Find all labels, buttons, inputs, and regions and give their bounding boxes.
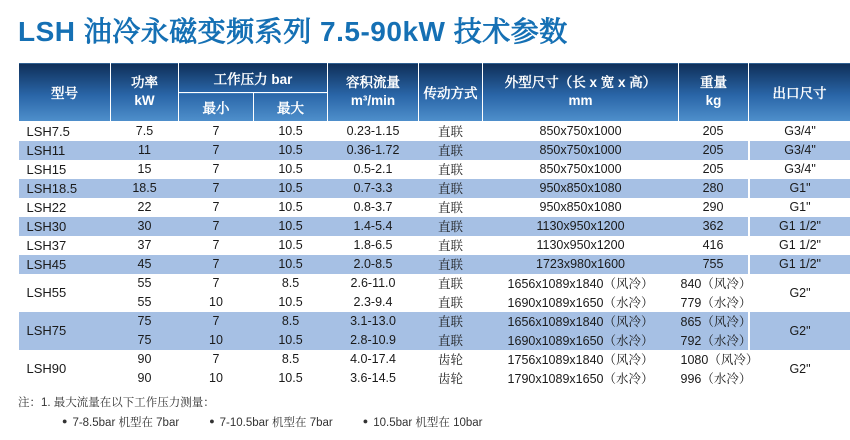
cell-power: 11: [111, 141, 179, 160]
cell-pressure-max: 10.5: [278, 371, 303, 385]
cell-pressure-min: 7: [212, 124, 220, 139]
cell-pressure-max: 10.5: [254, 331, 328, 350]
cell-flow: 2.0-8.5: [328, 255, 419, 274]
cell-dimensions: 1130x950x1200: [536, 238, 625, 252]
table-row: [19, 122, 850, 141]
cell-dimensions: 1690x1089x1650（水冷）: [483, 331, 679, 350]
cell-outlet: G1 1/2": [749, 255, 850, 274]
table-row: [19, 179, 850, 198]
col-header-drive: 传动方式: [419, 63, 483, 122]
cell-flow: 0.7-3.3: [328, 179, 419, 198]
cell-model: LSH7.5: [26, 123, 70, 139]
cell-pressure-max: 8.5: [281, 276, 300, 290]
cell-power: 15: [137, 162, 152, 176]
cell-model: LSH18.5: [19, 179, 111, 198]
cell-flow: 0.8-3.7: [353, 200, 393, 214]
cell-dimensions: 850x750x1000: [539, 162, 622, 176]
table-row: [19, 312, 850, 331]
cell-drive: 直联: [438, 125, 464, 140]
cell-flow: 4.0-17.4: [350, 352, 396, 366]
cell-flow: 0.5-2.1: [353, 162, 393, 176]
cell-pressure-max: 10.5: [278, 200, 303, 214]
cell-power: 55: [137, 276, 152, 290]
cell-dimensions: 1790x1089x1650（水冷）: [507, 372, 654, 386]
cell-model: LSH45: [19, 255, 111, 274]
cell-pressure-max: 10.5: [254, 141, 328, 160]
cell-drive: 直联: [438, 277, 464, 291]
cell-weight: 416: [702, 238, 724, 252]
cell-pressure-min: 7: [179, 179, 254, 198]
cell-pressure-min: 7: [179, 141, 254, 160]
col-header-pressure: 工作压力 bar: [179, 63, 328, 93]
bullet-icon: ●: [62, 416, 68, 426]
cell-power: 37: [137, 238, 152, 252]
col-header-weight: [679, 63, 749, 122]
note-text: 注：1. 最大流量在以下工作压力测量：: [18, 396, 215, 409]
col-header-power-line2: kW: [134, 93, 155, 108]
col-header-weight-line2: kg: [705, 93, 722, 108]
cell-outlet: G1 1/2": [749, 236, 850, 255]
cell-power: 7.5: [135, 124, 154, 139]
cell-flow: 3.1-13.0: [328, 312, 419, 331]
cell-pressure-min: 7: [179, 217, 254, 236]
cell-model: LSH90: [26, 361, 67, 376]
table-row: [19, 293, 850, 312]
cell-weight: 205: [702, 124, 724, 139]
cell-flow: 3.6-14.5: [350, 371, 396, 385]
cell-pressure-min: 7: [179, 312, 254, 331]
cell-model: LSH15: [26, 161, 67, 177]
col-header-outlet: 出口尺寸: [749, 63, 850, 122]
cell-model: LSH11: [19, 141, 111, 160]
note-bullet-item: [62, 414, 179, 430]
cell-pressure-min: 7: [179, 255, 254, 274]
bullet-icon: ●: [209, 416, 215, 426]
spec-table: [18, 62, 850, 388]
cell-power: 90: [137, 352, 152, 366]
cell-weight: 840（风冷）: [680, 277, 752, 291]
cell-pressure-max: 8.5: [254, 312, 328, 331]
table-row: [19, 274, 850, 293]
cell-power: 75: [111, 331, 179, 350]
cell-pressure-min: 7: [212, 276, 220, 290]
cell-power: 75: [111, 312, 179, 331]
cell-drive: 直联: [419, 179, 483, 198]
table-row: [19, 331, 850, 350]
cell-drive: 直联: [419, 331, 483, 350]
cell-outlet: G1 1/2": [749, 217, 850, 236]
col-header-flow-line1: 容积流量: [346, 75, 401, 91]
table-header: [19, 63, 850, 122]
cell-pressure-max: 10.5: [278, 295, 303, 309]
table-row: [19, 350, 850, 369]
cell-drive: 直联: [419, 217, 483, 236]
cell-model: LSH22: [26, 199, 67, 215]
cell-pressure-min: 7: [212, 162, 220, 176]
cell-model: LSH30: [19, 217, 111, 236]
cell-drive: 直联: [438, 163, 464, 177]
cell-model: LSH75: [19, 312, 111, 350]
table-row: [19, 141, 850, 160]
table-row: [19, 236, 850, 255]
cell-weight: 996（水冷）: [680, 372, 752, 386]
cell-pressure-max: 10.5: [278, 124, 303, 139]
cell-pressure-max: 10.5: [278, 162, 303, 176]
note-bullets: [62, 414, 850, 430]
table-body: [19, 122, 850, 388]
note-bullet-text: 7-8.5bar 机型在 7bar: [72, 416, 180, 429]
cell-outlet: G2": [749, 312, 850, 350]
cell-pressure-min: 10: [179, 331, 254, 350]
table-row: [19, 369, 850, 388]
cell-pressure-max: 10.5: [254, 255, 328, 274]
cell-pressure-min: 7: [212, 238, 220, 252]
cell-flow: 0.23-1.15: [346, 124, 400, 139]
cell-weight: 205: [679, 141, 749, 160]
cell-weight: 205: [702, 162, 724, 176]
col-header-power: [111, 63, 179, 122]
cell-power: 90: [137, 371, 152, 385]
cell-pressure-max: 10.5: [254, 217, 328, 236]
cell-flow: 1.4-5.4: [328, 217, 419, 236]
col-header-weight-line1: 重量: [700, 75, 728, 91]
cell-dimensions: 1656x1089x1840（风冷）: [507, 277, 654, 291]
cell-outlet: G3/4": [749, 122, 850, 141]
cell-power: 45: [111, 255, 179, 274]
col-header-dimensions-line1: 外型尺寸（长 x 宽 x 高）: [504, 75, 657, 91]
page-title: LSH 油冷永磁变频系列 7.5-90kW 技术参数: [18, 16, 568, 47]
table-row: [19, 255, 850, 274]
col-header-dimensions: [483, 63, 679, 122]
cell-dimensions: 950x850x1080: [483, 179, 679, 198]
cell-drive: 直联: [419, 312, 483, 331]
cell-power: 22: [137, 200, 152, 214]
cell-power: 18.5: [111, 179, 179, 198]
notes: [18, 396, 850, 430]
cell-drive: 齿轮: [438, 353, 464, 367]
col-header-model: 型号: [19, 63, 111, 122]
cell-weight: 280: [679, 179, 749, 198]
cell-outlet: G3/4": [749, 141, 850, 160]
cell-pressure-max: 10.5: [278, 238, 303, 252]
cell-drive: 直联: [438, 201, 464, 215]
note-bullet-text: 7-10.5bar 机型在 7bar: [219, 416, 333, 429]
cell-power: 55: [137, 295, 152, 309]
bullet-icon: ●: [362, 416, 369, 426]
cell-dimensions: 1723x980x1600: [483, 255, 679, 274]
cell-dimensions: 850x750x1000: [483, 141, 679, 160]
cell-weight: 362: [679, 217, 749, 236]
table-row: [19, 217, 850, 236]
cell-outlet: G2": [749, 274, 850, 312]
cell-pressure-min: 7: [212, 200, 220, 214]
cell-weight: 865（风冷）: [679, 312, 749, 331]
cell-flow: 2.8-10.9: [328, 331, 419, 350]
cell-outlet: G1": [749, 198, 850, 217]
cell-drive: 直联: [419, 255, 483, 274]
col-header-power-line1: 功率: [131, 75, 158, 91]
cell-flow: 2.6-11.0: [350, 276, 396, 290]
cell-dimensions: 950x850x1080: [539, 200, 622, 214]
cell-outlet: G3/4": [749, 160, 850, 179]
note-bullet-text: 10.5bar 机型在 10bar: [373, 416, 483, 429]
cell-flow: 2.3-9.4: [353, 295, 393, 309]
cell-drive: 直联: [438, 239, 464, 253]
table-row: [19, 198, 850, 217]
cell-drive: 直联: [419, 141, 483, 160]
cell-model: LSH37: [26, 237, 67, 253]
cell-drive: 齿轮: [438, 372, 464, 386]
cell-weight: 290: [702, 200, 724, 214]
note-bullet-item: [209, 414, 333, 430]
table-row: [19, 160, 850, 179]
cell-weight: 779（水冷）: [680, 296, 752, 310]
col-header-pressure-max: 最大: [254, 93, 328, 122]
cell-flow: 0.36-1.72: [328, 141, 419, 160]
cell-weight: 792（水冷）: [679, 331, 749, 350]
cell-pressure-min: 7: [212, 352, 220, 366]
cell-model: LSH55: [26, 285, 67, 300]
cell-dimensions: 1130x950x1200: [483, 217, 679, 236]
cell-pressure-max: 8.5: [281, 352, 300, 366]
cell-dimensions: 1756x1089x1840（风冷）: [507, 353, 654, 367]
col-header-flow-line2: m³/min: [350, 93, 396, 108]
cell-weight: 1080（风冷）: [680, 353, 759, 367]
cell-dimensions: 850x750x1000: [539, 124, 622, 139]
cell-power: 30: [111, 217, 179, 236]
cell-dimensions: 1690x1089x1650（水冷）: [507, 296, 654, 310]
cell-weight: 755: [679, 255, 749, 274]
cell-pressure-min: 10: [209, 295, 223, 309]
note-bullet-item: [363, 414, 483, 430]
cell-pressure-max: 10.5: [254, 179, 328, 198]
cell-outlet: G1": [749, 179, 850, 198]
cell-outlet: G2": [749, 350, 850, 388]
col-header-pressure-min: 最小: [179, 93, 254, 122]
cell-flow: 1.8-6.5: [353, 238, 393, 252]
col-header-flow: [328, 63, 419, 122]
col-header-dimensions-line2: mm: [568, 93, 593, 108]
cell-dimensions: 1656x1089x1840（风冷）: [483, 312, 679, 331]
cell-drive: 直联: [438, 296, 464, 310]
cell-pressure-min: 10: [209, 371, 223, 385]
